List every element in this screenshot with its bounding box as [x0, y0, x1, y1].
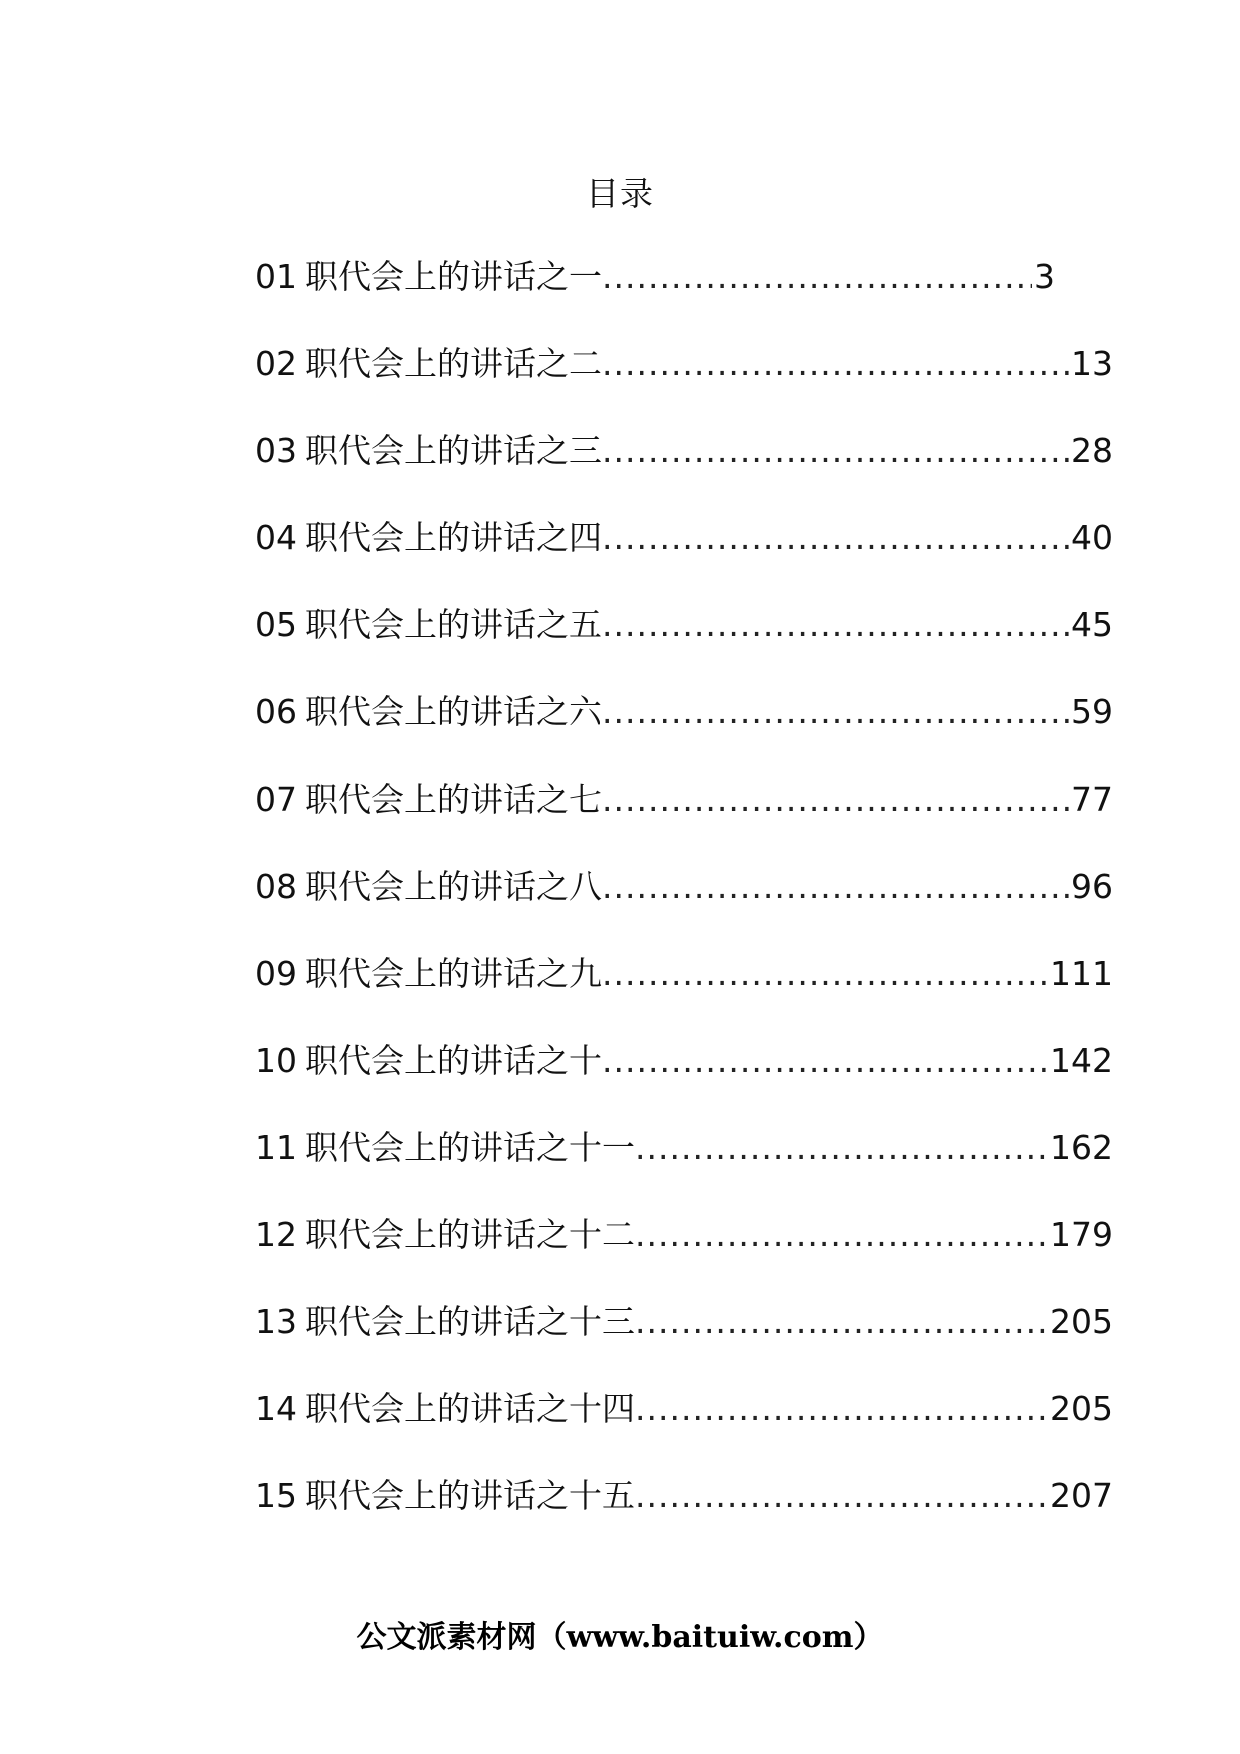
dot-leader [635, 1213, 1048, 1257]
dot-leader [602, 1039, 1048, 1083]
dot-leader [602, 429, 1069, 473]
toc-item [255, 342, 1113, 429]
entry-title: 职代会上的讲话之十 [305, 1040, 602, 1080]
entry-number: 07 [255, 779, 297, 819]
entry-number: 11 [255, 1127, 297, 1167]
dot-leader [635, 1387, 1048, 1431]
entry-page-number: 207 [1050, 1476, 1113, 1516]
dot-leader [635, 1474, 1048, 1518]
toc-entry-10[interactable] [255, 1039, 1113, 1126]
dot-leader [602, 516, 1069, 560]
entry-title: 职代会上的讲话之十四 [305, 1389, 635, 1429]
toc-item [255, 1039, 1113, 1126]
entry-page-number: 59 [1071, 692, 1113, 732]
toc-item [255, 1213, 1113, 1300]
toc-item [255, 429, 1113, 516]
toc-item [255, 1474, 1113, 1561]
toc-item [255, 952, 1113, 1039]
entry-number: 08 [255, 866, 297, 906]
entry-number: 10 [255, 1040, 297, 1080]
dot-leader [635, 1300, 1048, 1344]
toc-item [255, 690, 1113, 777]
toc-entry-04[interactable] [255, 516, 1113, 603]
entry-number: 13 [255, 1302, 297, 1342]
toc-title: 目录 [586, 174, 654, 213]
entry-page-number: 45 [1071, 605, 1113, 645]
toc-list [255, 255, 1113, 1561]
toc-entry-14[interactable] [255, 1387, 1113, 1474]
toc-entry-11[interactable] [255, 1126, 1113, 1213]
toc-entry-06[interactable] [255, 690, 1113, 777]
entry-number: 06 [255, 692, 297, 732]
entry-title: 职代会上的讲话之五 [305, 605, 602, 645]
entry-number: 01 [255, 257, 297, 296]
dot-leader [602, 603, 1069, 647]
entry-number: 15 [255, 1476, 297, 1516]
toc-item [255, 516, 1113, 603]
entry-title: 职代会上的讲话之二 [305, 344, 602, 384]
entry-title: 职代会上的讲话之七 [305, 779, 602, 819]
entry-page-number: 28 [1071, 431, 1113, 471]
entry-title: 职代会上的讲话之六 [305, 692, 602, 732]
entry-page-number: 162 [1050, 1127, 1113, 1167]
dot-leader [602, 690, 1069, 734]
entry-page-number: 13 [1071, 344, 1113, 384]
toc-item [255, 1126, 1113, 1213]
entry-page-number: 3 [1034, 257, 1055, 296]
toc-entry-05[interactable] [255, 603, 1113, 690]
toc-item [255, 865, 1113, 952]
toc-entry-15[interactable] [255, 1474, 1113, 1561]
toc-entry-02[interactable] [255, 342, 1113, 429]
toc-entry-08[interactable] [255, 865, 1113, 952]
entry-number: 14 [255, 1389, 297, 1429]
toc-entry-12[interactable] [255, 1213, 1113, 1300]
entry-page-number: 96 [1071, 866, 1113, 906]
entry-title: 职代会上的讲话之十二 [305, 1215, 635, 1255]
footer-source-text: 公文派素材网（www.baituiw.com） [356, 1620, 884, 1655]
entry-number: 02 [255, 344, 297, 384]
entry-page-number: 111 [1050, 953, 1113, 993]
entry-number: 05 [255, 605, 297, 645]
entry-title: 职代会上的讲话之九 [305, 953, 602, 993]
entry-title: 职代会上的讲话之十三 [305, 1302, 635, 1342]
dot-leader [602, 865, 1069, 909]
entry-number: 12 [255, 1215, 297, 1255]
toc-entry-03[interactable] [255, 429, 1113, 516]
entry-number: 04 [255, 518, 297, 558]
entry-page-number: 77 [1071, 779, 1113, 819]
toc-item [255, 1300, 1113, 1387]
entry-number: 09 [255, 953, 297, 993]
dot-leader [602, 342, 1069, 386]
toc-item [255, 603, 1113, 690]
entry-page-number: 205 [1050, 1302, 1113, 1342]
toc-item [255, 1387, 1113, 1474]
dot-leader [602, 778, 1069, 822]
entry-page-number: 40 [1071, 518, 1113, 558]
toc-entry-07[interactable] [255, 778, 1113, 865]
toc-item [255, 778, 1113, 865]
entry-title: 职代会上的讲话之四 [305, 518, 602, 558]
entry-number: 03 [255, 431, 297, 471]
entry-title: 职代会上的讲话之十五 [305, 1476, 635, 1516]
toc-item [255, 255, 1113, 342]
dot-leader [635, 1126, 1048, 1170]
entry-title: 职代会上的讲话之十一 [305, 1127, 635, 1167]
entry-page-number: 179 [1050, 1215, 1113, 1255]
entry-title: 职代会上的讲话之一 [305, 257, 602, 296]
toc-entry-01[interactable] [255, 255, 1055, 342]
entry-page-number: 205 [1050, 1389, 1113, 1429]
entry-title: 职代会上的讲话之三 [305, 431, 602, 471]
entry-title: 职代会上的讲话之八 [305, 866, 602, 906]
entry-page-number: 142 [1050, 1040, 1113, 1080]
dot-leader [602, 255, 1032, 299]
toc-entry-13[interactable] [255, 1300, 1113, 1387]
toc-entry-09[interactable] [255, 952, 1113, 1039]
dot-leader [602, 952, 1048, 996]
